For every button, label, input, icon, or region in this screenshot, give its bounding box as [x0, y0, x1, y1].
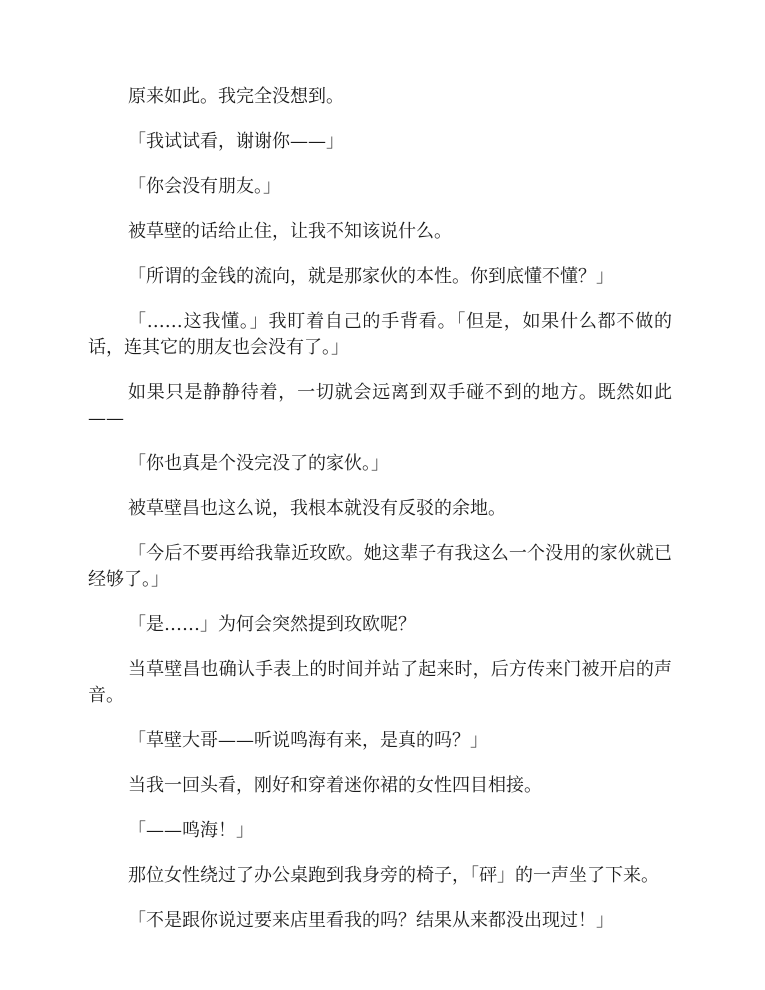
paragraph: 「今后不要再给我靠近玫欧。她这辈子有我这么一个没用的家伙就已经够了。」 — [88, 543, 672, 590]
paragraph: 如果只是静静待着，一切就会远离到双手碰不到的地方。既然如此—— — [88, 382, 672, 429]
paragraph: 「所谓的金钱的流向，就是那家伙的本性。你到底懂不懂？」 — [128, 266, 614, 287]
text-body — [88, 84, 672, 953]
paragraph: 「不是跟你说过要来店里看我的吗？结果从来都没出现过！」 — [128, 910, 614, 931]
paragraph: 「——鸣海！」 — [128, 820, 254, 841]
paragraph: 「我试试看，谢谢你——」 — [128, 131, 344, 152]
paragraph: 「……这我懂。」我盯着自己的手背看。「但是，如果什么都不做的话，连其它的朋友也会没有了。」 — [88, 311, 672, 358]
paragraph: 被草壁昌也这么说，我根本就没有反驳的余地。 — [128, 498, 506, 519]
paragraph: 当草壁昌也确认手表上的时间并站了起来时，后方传来门被开启的声音。 — [88, 659, 672, 706]
paragraph: 被草壁的话给止住，让我不知该说什么。 — [128, 221, 452, 242]
paragraph: 「草壁大哥——听说鸣海有来，是真的吗？」 — [128, 730, 488, 751]
paragraph: 那位女性绕过了办公桌跑到我身旁的椅子，「砰」的一声坐了下来。 — [128, 865, 659, 886]
paragraph: 「是……」为何会突然提到玫欧呢？ — [128, 614, 416, 635]
paragraph: 原来如此。我完全没想到。 — [128, 86, 344, 107]
paragraph: 「你会没有朋友。」 — [128, 176, 281, 197]
paragraph: 「你也真是个没完没了的家伙。」 — [128, 453, 389, 474]
paragraph: 当我一回头看，刚好和穿着迷你裙的女性四目相接。 — [128, 775, 542, 796]
